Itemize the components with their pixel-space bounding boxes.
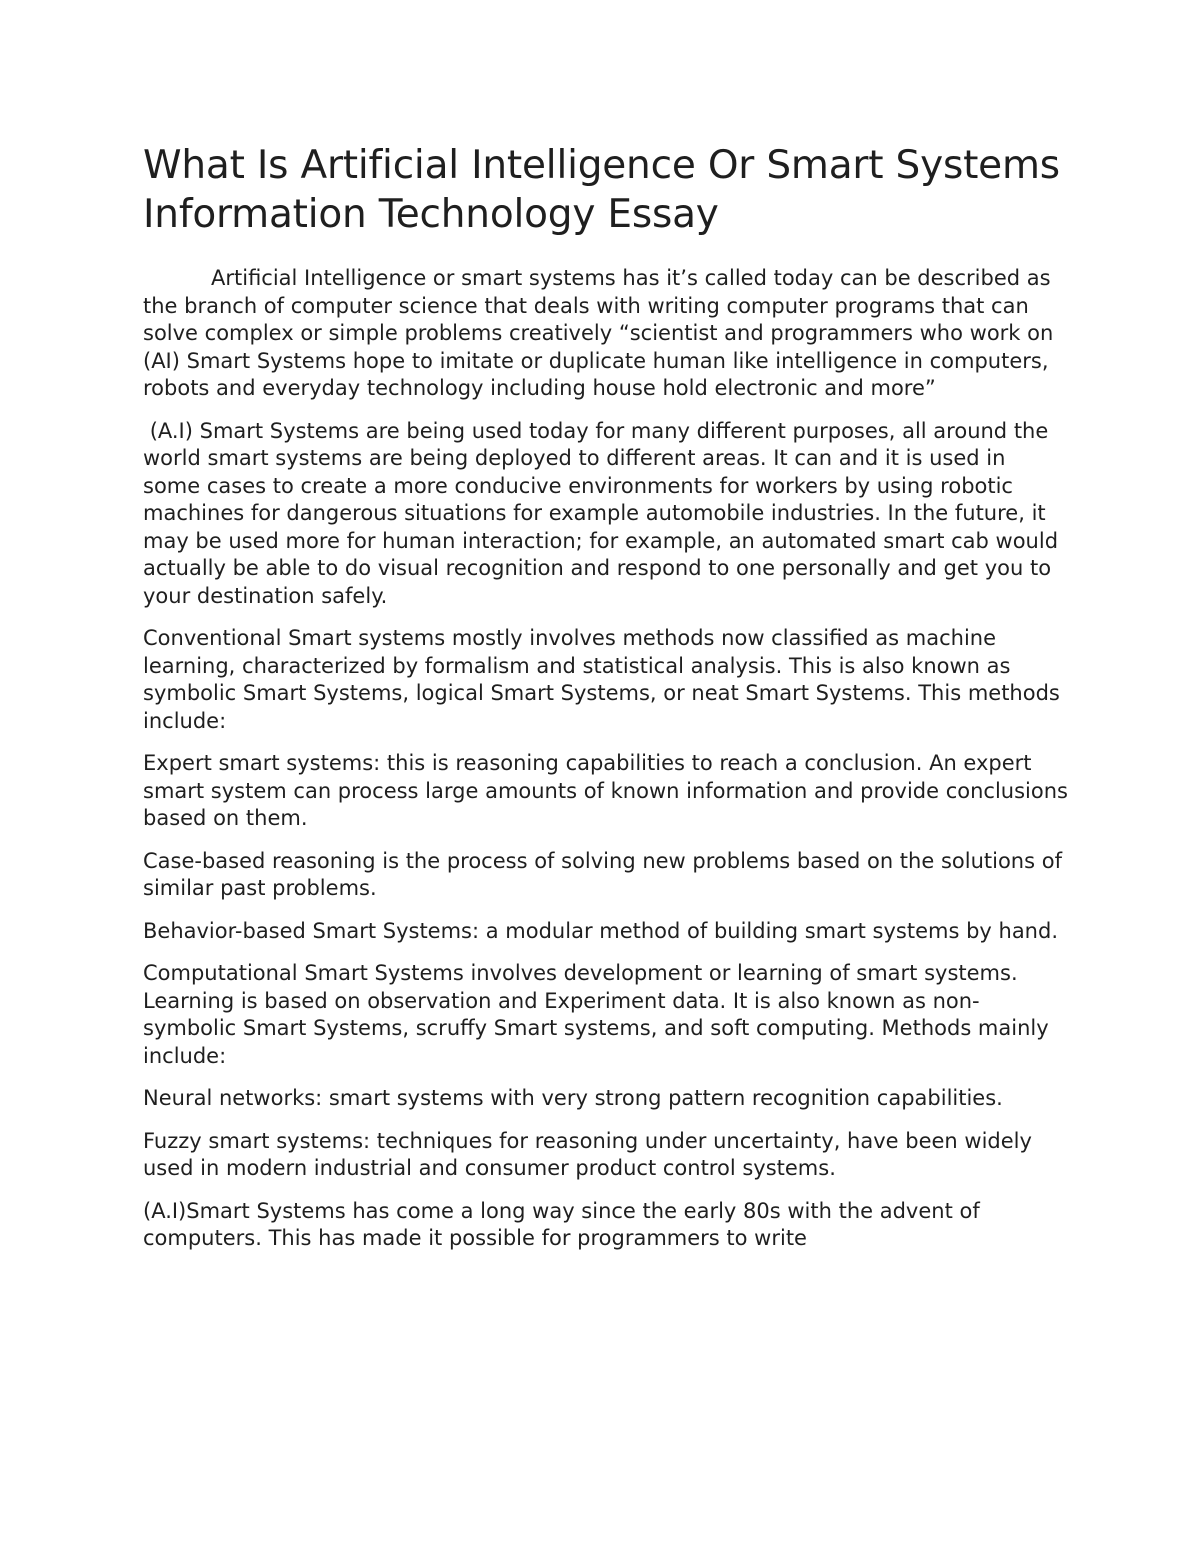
- paragraph-conventional: Conventional Smart systems mostly involves methods now classified as machine learning, characterized by formalism and statistical analysis. This is also known as symbolic Smart Systems, logical Smart Systems, or neat Smart Systems. This methods include:: [143, 626, 1060, 733]
- paragraph-expert-systems: Expert smart systems: this is reasoning capabilities to reach a conclusion. An expert smart system can process large amounts of known information and provide conclusions based on them.: [143, 751, 1068, 830]
- paragraph-behavior-based: Behavior-based Smart Systems: a modular method of building smart systems by hand.: [143, 918, 1058, 943]
- paragraph-fuzzy-systems: Fuzzy smart systems: techniques for reasoning under uncertainty, have been widely used in modern industrial and consumer product control systems.: [143, 1128, 1032, 1180]
- paragraph-uses: (A.I) Smart Systems are being used today for many different purposes, all around the world smart systems are being deployed to different areas. It can and it is used in some cases to create a more conducive environments for workers by using robotic machines for dangerous situations for example automobile industries. In the future, it may be used more for human interaction; for example, an automated smart cab would actually be able to do visual recognition and respond to one personally and get you to your destination safely.: [143, 418, 1065, 608]
- paragraph-case-based: Case-based reasoning is the process of solving new problems based on the solutions of similar past problems.: [143, 848, 1062, 900]
- document-title: What Is Artificial Intelligence Or Smart Systems Information Technology Essay: [143, 143, 1060, 237]
- paragraph-history: (A.I)Smart Systems has come a long way since the early 80s with the advent of computers. This has made it possible for programmers to write: [143, 1198, 980, 1250]
- paragraph-intro: Artificial Intelligence or smart systems has it’s called today can be described as the branch of computer science that deals with writing computer programs that can solve complex or simple problems creatively “scientist and programmers who work on (AI) Smart Systems hope to imitate or duplicate human like intelligence in computers, robots and everyday technology including house hold electronic and more”: [143, 266, 1054, 400]
- paragraph-computational: Computational Smart Systems involves development or learning of smart systems. Learning is based on observation and Experiment data. It is also known as non-symbolic Smart Systems, scruffy Smart systems, and soft computing. Methods mainly include:: [143, 961, 1049, 1068]
- paragraph-neural-networks: Neural networks: smart systems with very strong pattern recognition capabilities.: [143, 1086, 1003, 1110]
- document-content: [143, 141, 1068, 1268]
